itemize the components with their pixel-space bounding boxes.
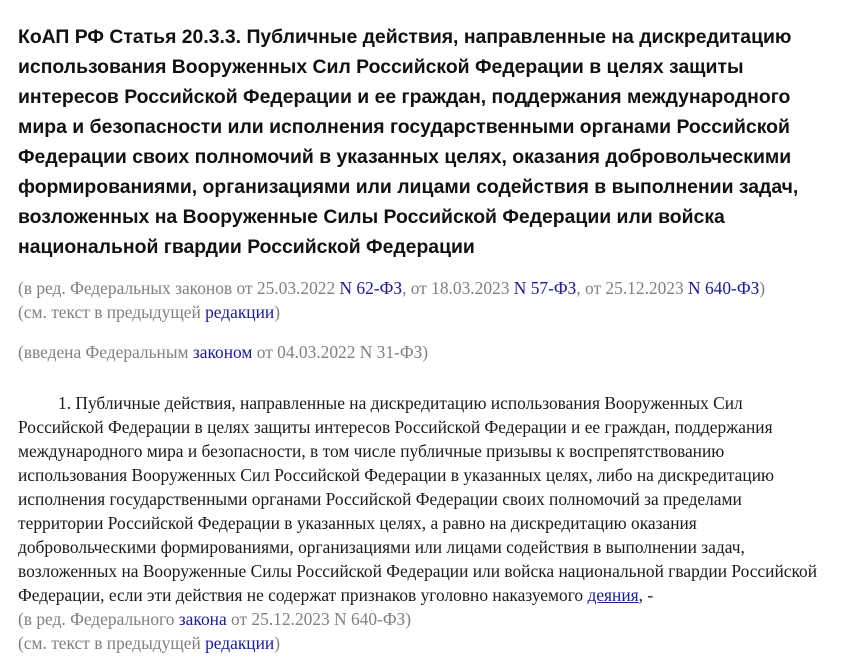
amendments-note-mid1: , от 18.03.2023 (402, 278, 514, 298)
previous-edition-link[interactable]: редакции (205, 302, 275, 322)
amendments-note-mid2: , от 25.12.2023 (576, 278, 689, 298)
amendments-note-prefix: (в ред. Федеральных законов от 25.03.2022 (18, 278, 340, 298)
paragraph-1-previous-edition-prefix: (см. текст в предыдущей (18, 633, 206, 653)
article-title: КоАП РФ Статья 20.3.3. Публичные действия, направленные на дискредитацию использования Вооруженных Сил Российской Федерации в целях защиты интересов Российской Федерации и ее граждан, поддержания международного мира и безопасности или исполнения государственными органами Российской Федерации своих полномочий в указанных целях, оказания добровольческими формированиями, организациями или лицами содействия в выполнении задач, возложенных на Вооруженные Силы Российской Федерации или войска национальной гвардии Российской Федерации (18, 26, 799, 258)
deed-link[interactable]: деяния (587, 585, 639, 605)
previous-edition-note (18, 300, 830, 324)
paragraph-1-amendment-suffix: от 25.12.2023 N 640-ФЗ) (226, 609, 412, 629)
paragraph-1-text: 1. Публичные действия, направленные на дискредитацию использования Вооруженных Сил Российской Федерации в целях защиты интересов Российской Федерации и ее граждан, поддержания международного мира и безопасности, в том числе публичные призывы к воспрепятствованию использования Вооруженных Сил Российской Федерации в указанных целях, либо на дискредитацию исполнения государственными органами Российской Федерации своих полномочий за пределами территории Российской Федерации в указанных целях, а равно на дискредитацию оказания добровольческими формированиями, организациями или лицами содействия в выполнении задач, возложенных на Вооруженные Силы Российской Федерации или войска национальной гвардии Российской Федерации, если эти действия не содержат признаков уголовно наказуемого (18, 393, 818, 605)
previous-edition-suffix: ) (274, 302, 281, 322)
law-link-57-fz[interactable]: N 57-ФЗ (513, 278, 577, 298)
amendments-note (18, 276, 830, 300)
amending-law-link[interactable]: закона (178, 609, 227, 629)
amendments-note-suffix: ) (759, 278, 766, 298)
law-link-62-fz[interactable]: N 62-ФЗ (339, 278, 403, 298)
paragraph-1-amendment-note (18, 607, 830, 631)
paragraph-1-previous-edition-suffix: ) (274, 633, 281, 653)
introduced-note (18, 340, 830, 364)
introducing-law-link[interactable]: законом (192, 342, 253, 362)
document (18, 22, 830, 655)
paragraph-1-previous-edition-note (18, 631, 830, 655)
introduced-note-prefix: (введена Федеральным (18, 342, 193, 362)
law-link-640-fz[interactable]: N 640-ФЗ (688, 278, 760, 298)
introduced-note-suffix: от 04.03.2022 N 31-ФЗ) (252, 342, 429, 362)
previous-edition-prefix: (см. текст в предыдущей (18, 302, 206, 322)
paragraph-1-previous-edition-link[interactable]: редакции (205, 633, 275, 653)
paragraph-1-suffix: , - (638, 585, 654, 605)
paragraph-1-amendment-prefix: (в ред. Федерального (18, 609, 179, 629)
paragraph-1 (18, 391, 830, 607)
